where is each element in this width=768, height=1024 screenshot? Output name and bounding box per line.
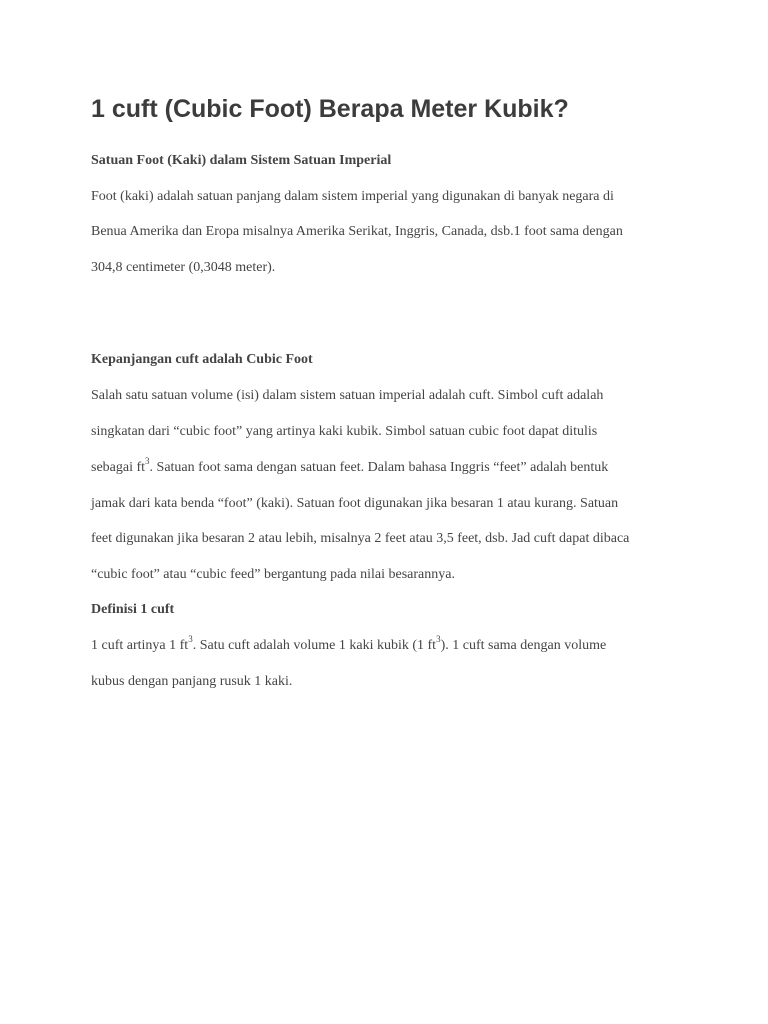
superscript: 3 <box>145 456 150 467</box>
text-span: ). 1 cuft sama dengan volume <box>440 638 607 653</box>
paragraph-line: Salah satu satuan volume (isi) dalam sistem satuan imperial adalah cuft. Simbol cuft adalah <box>91 388 604 403</box>
text-span: sebagai ft <box>91 460 146 475</box>
text-span: . Satu cuft adalah volume 1 kaki kubik (1 ft <box>192 638 437 653</box>
paragraph-line: 304,8 centimeter (0,3048 meter). <box>91 260 276 275</box>
paragraph-line: kubus dengan panjang rusuk 1 kaki. <box>91 674 293 689</box>
paragraph-line: “cubic foot” atau “cubic feed” bergantung pada nilai besarannya. <box>91 567 455 582</box>
paragraph-line: jamak dari kata benda “foot” (kaki). Satuan foot digunakan jika besaran 1 atau kurang. Satuan <box>91 496 619 511</box>
section-heading: Definisi 1 cuft <box>91 602 175 617</box>
paragraph-line <box>91 458 608 478</box>
section-heading: Satuan Foot (Kaki) dalam Sistem Satuan Imperial <box>91 153 392 168</box>
superscript: 3 <box>436 634 441 645</box>
paragraph-line <box>91 636 606 656</box>
paragraph-line: Foot (kaki) adalah satuan panjang dalam sistem imperial yang digunakan di banyak negara di <box>91 189 614 204</box>
superscript: 3 <box>188 634 193 645</box>
page-title: 1 cuft (Cubic Foot) Berapa Meter Kubik? <box>91 95 569 123</box>
paragraph-line: singkatan dari “cubic foot” yang artinya kaki kubik. Simbol satuan cubic foot dapat ditulis <box>91 424 598 439</box>
paragraph-line: Benua Amerika dan Eropa misalnya Amerika Serikat, Inggris, Canada, dsb.1 foot sama dengan <box>91 224 623 239</box>
section-heading: Kepanjangan cuft adalah Cubic Foot <box>91 352 313 367</box>
text-span: 1 cuft artinya 1 ft <box>91 638 189 653</box>
paragraph-line: feet digunakan jika besaran 2 atau lebih, misalnya 2 feet atau 3,5 feet, dsb. Jad cuft dapat dibaca <box>91 531 630 546</box>
text-span: . Satuan foot sama dengan satuan feet. Dalam bahasa Inggris “feet” adalah bentuk <box>149 460 609 475</box>
